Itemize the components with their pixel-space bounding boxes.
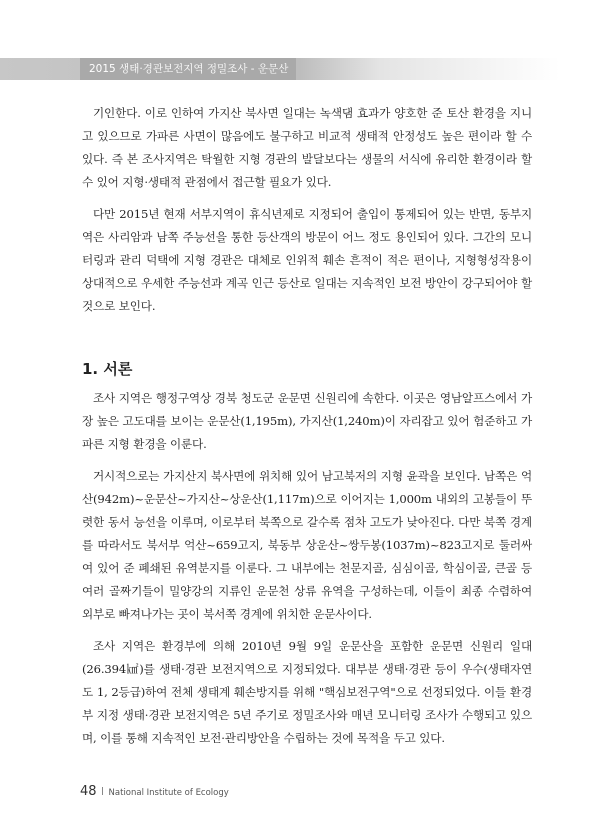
running-title: 2015 생태·경관보전지역 정밀조사 - 운문산 bbox=[80, 58, 296, 80]
intro-paragraph: 기인한다. 이로 인하여 가지산 북사면 일대는 녹색댐 효과가 양호한 준 토산 환경을 지니고 있으므로 가파른 사면이 많음에도 불구하고 비교적 생태적 안정성도 높은 편이라 할 수 있다. 즉 본 조사지역은 탁월한 지형 경관의 발달보다는 생물의 서식에 유리한 환경이라 할 수 있어 지형·생태적 관점에서 접근할 필요가 있다. bbox=[82, 106, 532, 189]
footer-institution: National Institute of Ecology bbox=[108, 788, 229, 798]
section-paragraph: 조사 지역은 환경부에 의해 2010년 9월 9일 운문산을 포함한 운문면 신원리 일대(26.394㎢)를 생태·경관 보전지역으로 지정되었다. 대부분 생태·경관 등이 우수(생태자연도 1, 2등급)하여 전체 생태계 훼손방지를 위해 "핵심보전구역"으로 선정되었다. 이들 환경부 지정 생태·경관 보전지역은 5년 주기로 정밀조사와 매년 모니터링 조사가 수행되고 있으며, 이를 통해 지속적인 보전·관리방안을 수립하는 것에 목적을 두고 있다. bbox=[82, 639, 532, 745]
section-paragraph: 조사 지역은 행정구역상 경북 청도군 운문면 신원리에 속한다. 이곳은 영남알프스에서 가장 높은 고도대를 보이는 운문산(1,195m), 가지산(1,240m)이 자리잡고 있어 험준하고 가파른 지형 환경을 이룬다. bbox=[82, 391, 532, 451]
page-footer bbox=[80, 780, 229, 799]
page-body bbox=[82, 102, 532, 759]
footer-divider bbox=[102, 787, 103, 795]
page-number: 48 bbox=[80, 784, 97, 799]
intro-paragraph: 다만 2015년 현재 서부지역이 휴식년제로 지정되어 출입이 통제되어 있는 반면, 동부지역은 사리암과 남쪽 주능선을 통한 등산객의 방문이 어느 정도 용인되어 있다. 그간의 모니터링과 관리 덕택에 지형 경관은 대체로 인위적 훼손 흔적이 적은 편이나, 지형형성작용이 상대적으로 우세한 주능선과 계곡 인근 등산로 일대는 지속적인 보전 방안이 강구되어야 할 것으로 보인다. bbox=[82, 207, 532, 313]
section-heading: 1. 서론 bbox=[82, 360, 133, 378]
section-paragraph: 거시적으로는 가지산지 북사면에 위치해 있어 남고북저의 지형 윤곽을 보인다. 남쪽은 억산(942m)~운문산~가지산~상운산(1,117m)으로 이어지는 1,000m 내외의 고봉들이 뚜렷한 동서 능선을 이루며, 이로부터 북쪽으로 갈수록 점차 고도가 낮아진다. 다만 북쪽 경계를 따라서도 북서부 억산~659고지, 북동부 상운산~쌍두봉(1037m)~823고지로 둘러싸여 있어 준 폐쇄된 유역분지를 이룬다. 그 내부에는 천문지골, 심심이골, 학심이골, 큰골 등 여러 골짜기들이 밀양강의 지류인 운문천 상류 유역을 구성하는데, 이들이 최종 수렴하여 외부로 빠져나가는 곳이 북서쪽 경계에 위치한 운문사이다. bbox=[82, 469, 532, 621]
